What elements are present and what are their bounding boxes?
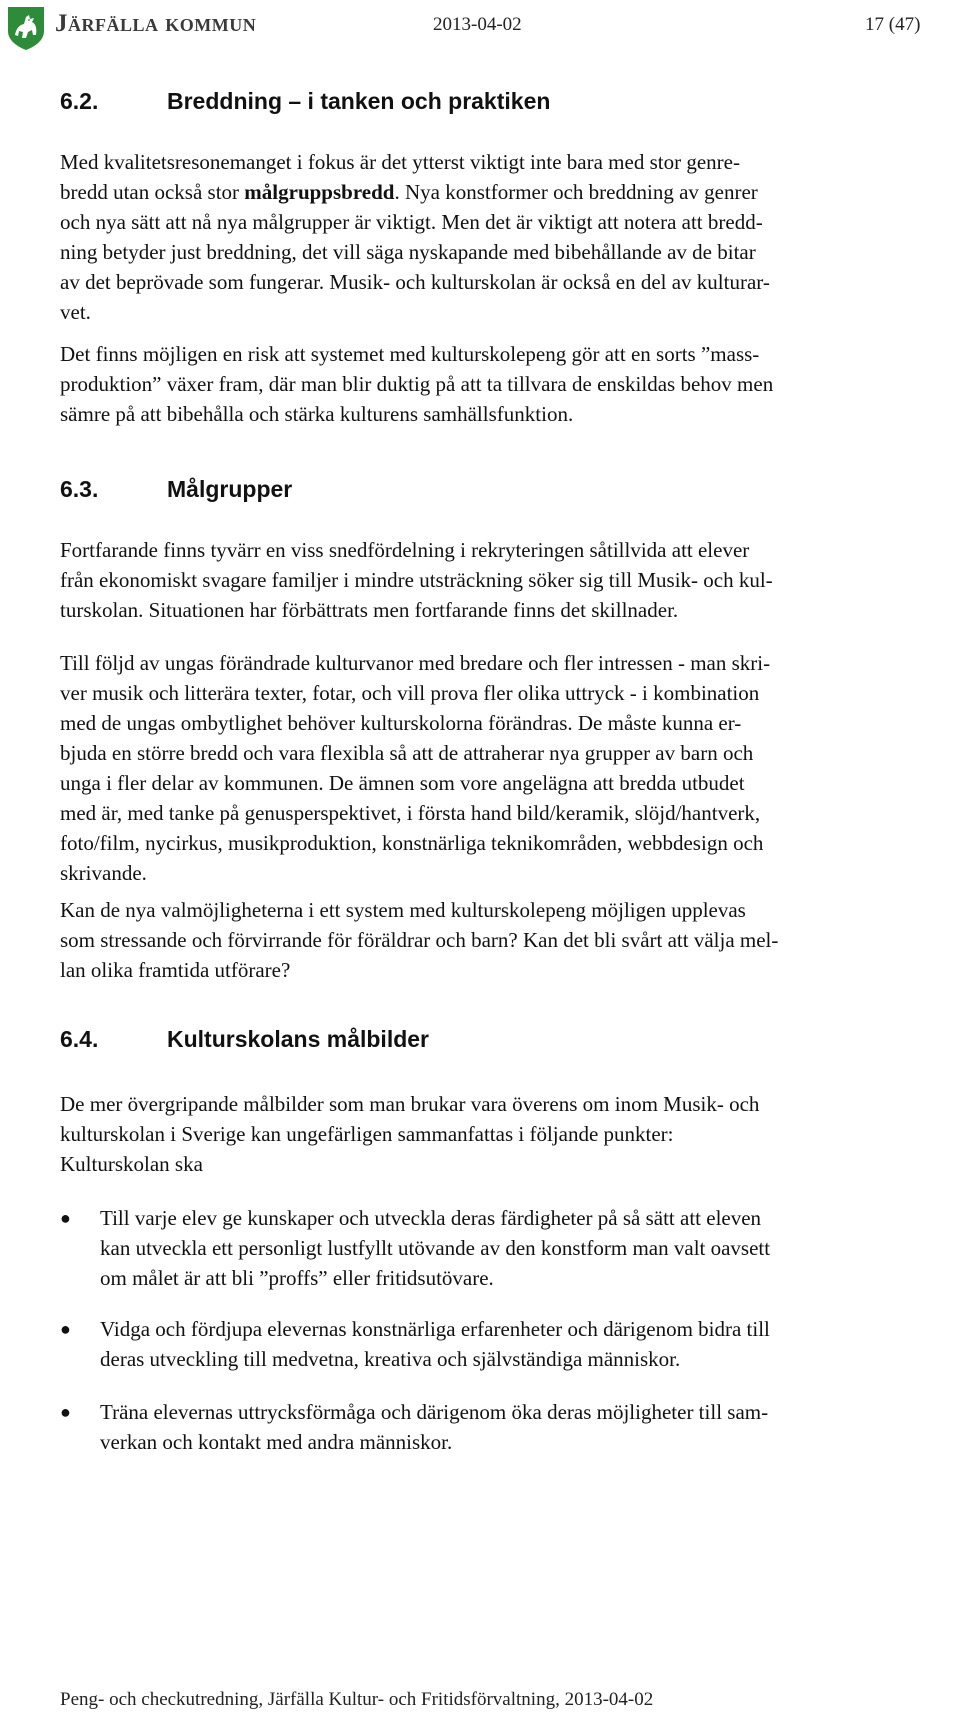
- text-line: deras utveckling till medvetna, kreativa och självständiga människor.: [100, 1347, 681, 1371]
- list-item-text: [100, 1203, 770, 1293]
- bullet-icon: ●: [60, 1402, 71, 1422]
- text-line: ver musik och litterära texter, fotar, och vill prova fler olika uttryck - i kombination: [60, 681, 760, 705]
- section-number: 6.3.: [60, 476, 99, 502]
- text-line: om målet är att bli ”proffs” eller fritidsutövare.: [100, 1266, 494, 1290]
- text-line: foto/film, nycirkus, musikproduktion, konstnärliga teknikområden, webbdesign och: [60, 831, 764, 855]
- text-line: med är, med tanke på genusperspektivet, i första hand bild/keramik, slöjd/hantverk,: [60, 801, 761, 825]
- text-line: av det beprövade som fungerar. Musik- och kulturskolan är också en del av kulturar-: [60, 270, 770, 294]
- text-line: produktion” växer fram, där man blir duktig på att ta tillvara de enskildas behov men: [60, 372, 774, 396]
- section-number: 6.4.: [60, 1026, 99, 1052]
- page-number: 17 (47): [865, 14, 921, 35]
- header-date: 2013-04-02: [433, 14, 522, 35]
- text-line: från ekonomiskt svagare familjer i mindre utsträckning söker sig till Musik- och kul-: [60, 568, 773, 592]
- text-run: bredd utan också stor: [60, 180, 245, 204]
- paragraph-choice-questions: [60, 895, 952, 985]
- paragraph-recruitment: [60, 535, 952, 625]
- text-line: lan olika framtida utförare?: [60, 958, 291, 982]
- text-line: och nya sätt att nå nya målgrupper är viktigt. Men det är viktigt att notera att bredd-: [60, 210, 763, 234]
- section-heading-6-4: [60, 1026, 429, 1053]
- text-line: verkan och kontakt med andra människor.: [100, 1430, 453, 1454]
- text-line: Vidga och fördjupa elevernas konstnärliga erfarenheter och därigenom bidra till: [100, 1317, 770, 1341]
- text-line: kulturskolan i Sverige kan ungefärligen sammanfattas i följande punkter:: [60, 1122, 674, 1146]
- section-heading-6-2: [60, 88, 550, 115]
- text-line: turskolan. Situationen har förbättrats men fortfarande finns det skillnader.: [60, 598, 679, 622]
- municipal-emblem-icon: [6, 5, 46, 51]
- page-header: [0, 0, 960, 56]
- section-title: Målgrupper: [167, 476, 293, 502]
- text-line: Träna elevernas uttrycksförmåga och därigenom öka deras möjligheter till sam-: [100, 1400, 769, 1424]
- text-line: kan utveckla ett personligt lustfyllt utövande av den konstform man valt oavsett: [100, 1236, 771, 1260]
- section-title: Breddning – i tanken och praktiken: [167, 88, 551, 114]
- text-line: vet.: [60, 300, 91, 324]
- bold-term: målgruppsbredd: [244, 180, 395, 204]
- text-line: Fortfarande finns tyvärr en viss snedfördelning i rekryteringen såtillvida att elever: [60, 538, 750, 562]
- page-footer: Peng- och checkutredning, Järfälla Kultur- och Fritidsförvaltning, 2013-04-02: [60, 1689, 654, 1710]
- text-line: Till varje elev ge kunskaper och utveckla deras färdigheter på så sätt att eleven: [100, 1206, 762, 1230]
- section-number: 6.2.: [60, 88, 99, 114]
- paragraph-mass-production-risk: [60, 339, 952, 429]
- text-line: som stressande och förvirrande för föräldrar och barn? Kan det bli svårt att välja mel-: [60, 928, 779, 952]
- text-run: . Nya konstformer och breddning av genrer: [394, 180, 758, 204]
- paragraph-cultural-habits: [60, 648, 952, 888]
- text-line: Kan de nya valmöjligheterna i ett system med kulturskolepeng möjligen upplevas: [60, 898, 746, 922]
- paragraph-breadth-intro: [60, 147, 952, 327]
- text-line: unga i fler delar av kommunen. De ämnen som vore angelägna att bredda utbudet: [60, 771, 745, 795]
- text-line: Med kvalitetsresonemanget i fokus är det ytterst viktigt inte bara med stor genre-: [60, 150, 740, 174]
- text-line: Kulturskolan ska: [60, 1152, 203, 1176]
- text-line: ning betyder just breddning, det vill säga nyskapande med bibehållande av de bitar: [60, 240, 756, 264]
- section-title: Kulturskolans målbilder: [167, 1026, 430, 1052]
- text-line: Det finns möjligen en risk att systemet med kulturskolepeng gör att en sorts ”mass-: [60, 342, 760, 366]
- paragraph-goals-intro: [60, 1089, 952, 1179]
- list-item-text: [100, 1397, 768, 1457]
- text-line: sämre på att bibehålla och stärka kulturens samhällsfunktion.: [60, 402, 574, 426]
- text-line: bjuda en större bredd och vara flexibla så att de attraherar nya grupper av barn och: [60, 741, 754, 765]
- text-line: De mer övergripande målbilder som man brukar vara överens om inom Musik- och: [60, 1092, 760, 1116]
- section-heading-6-3: [60, 476, 292, 503]
- bullet-icon: ●: [60, 1208, 71, 1228]
- text-line: med de ungas ombytlighet behöver kulturskolorna förändras. De måste kunna er-: [60, 711, 742, 735]
- text-line: Till följd av ungas förändrade kulturvanor med bredare och fler intressen - man skri-: [60, 651, 771, 675]
- municipality-name: Järfälla kommun: [55, 10, 257, 37]
- text-line: [60, 177, 952, 207]
- bullet-icon: ●: [60, 1319, 71, 1339]
- text-line: skrivande.: [60, 861, 147, 885]
- list-item-text: [100, 1314, 770, 1374]
